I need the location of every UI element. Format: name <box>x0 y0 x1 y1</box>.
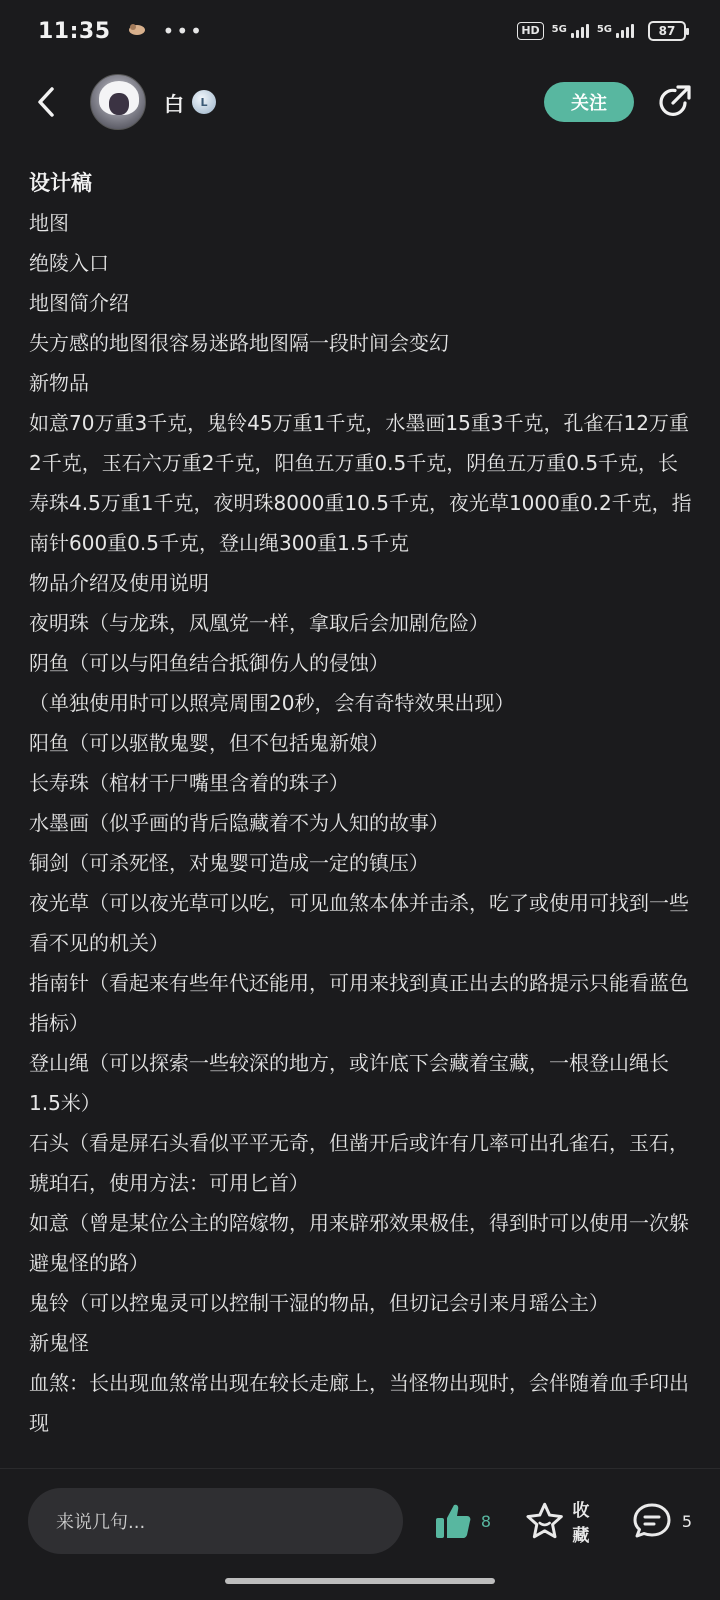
content-line: 阳鱼（可以驱散鬼婴，但不包括鬼新娘） <box>29 731 389 755</box>
username[interactable]: 白 <box>164 91 184 116</box>
content-line: 新鬼怪 <box>29 1331 89 1355</box>
comment-bubble-icon <box>632 1501 672 1541</box>
signal-icon-2 <box>597 24 634 38</box>
signal-icon <box>552 24 589 38</box>
post-content <box>29 163 697 1443</box>
content-line: 新物品 <box>29 371 89 395</box>
comment-count: 5 <box>681 1511 692 1531</box>
chevron-left-icon <box>34 85 58 119</box>
thumbs-up-icon <box>433 1501 473 1541</box>
content-line: 指南针（看起来有些年代还能用，可用来找到真正出去的路提示只能看蓝色指标） <box>29 971 689 1035</box>
divider <box>0 1468 720 1469</box>
status-bar <box>0 0 720 62</box>
content-line: 水墨画（似乎画的背后隐藏着不为人知的故事） <box>29 811 449 835</box>
content-line: 如意70万重3千克，鬼铃45万重1千克，水墨画15重3千克，孔雀石12万重2千克，玉石六万重2千克，阳鱼五万重0.5千克，阴鱼五万重0.5千克，长寿珠4.5万重1千克，夜明珠8000重10.5千克，夜光草1000重0.2千克，指南针600重0.5千克，登山绳300重1.5千克 <box>29 411 692 555</box>
content-line: （单独使用时可以照亮周围20秒，会有奇特效果出现） <box>29 691 515 715</box>
content-line: 石头（看是屏石头看似平平无奇，但凿开后或许有几率可出孔雀石，玉石，琥珀石，使用方法：可用匕首） <box>29 1131 689 1195</box>
battery-icon <box>648 21 686 41</box>
content-line: 夜明珠（与龙珠，凤凰党一样，拿取后会加剧危险） <box>29 611 489 635</box>
avatar[interactable] <box>90 74 146 130</box>
share-button[interactable] <box>654 82 694 122</box>
content-line: 物品介绍及使用说明 <box>29 571 209 595</box>
battery-level: 87 <box>658 24 676 38</box>
post-title: 设计稿 <box>29 171 92 195</box>
comments-button[interactable] <box>632 1501 692 1541</box>
follow-button[interactable]: 关注 <box>544 82 634 122</box>
post-header <box>0 62 720 142</box>
content-line: 如意（曾是某位公主的陪嫁物，用来辟邪效果极佳，得到时可以使用一次躲避鬼怪的路） <box>29 1211 689 1275</box>
content-line: 绝陵入口 <box>29 251 109 275</box>
hd-voice-icon: HD <box>517 22 543 40</box>
bottom-action-bar <box>0 1488 720 1554</box>
notification-icon <box>127 21 147 41</box>
status-indicators <box>517 21 686 41</box>
star-icon <box>525 1501 564 1541</box>
home-indicator[interactable] <box>225 1578 495 1584</box>
network-type-label: 5G <box>551 24 567 35</box>
more-notifications-indicator: ••• <box>162 19 204 43</box>
comment-input[interactable]: 来说几句... <box>28 1488 403 1554</box>
back-button[interactable] <box>28 77 64 127</box>
content-line: 地图简介绍 <box>29 291 129 315</box>
content-line: 铜剑（可杀死怪，对鬼婴可造成一定的镇压） <box>29 851 429 875</box>
favorite-button[interactable] <box>525 1496 606 1546</box>
content-line: 血煞：长出现血煞常出现在较长走廊上，当怪物出现时，会伴随着血手印出现 <box>29 1371 689 1435</box>
content-line: 登山绳（可以探索一些较深的地方，或许底下会藏着宝藏，一根登山绳长1.5米） <box>29 1051 669 1115</box>
favorite-label: 收藏 <box>572 1501 590 1546</box>
level-badge-icon: L <box>192 90 216 114</box>
content-line: 失方感的地图很容易迷路地图隔一段时间会变幻 <box>29 331 449 355</box>
like-button[interactable] <box>433 1501 491 1541</box>
content-line: 长寿珠（棺材干尸嘴里含着的珠子） <box>29 771 349 795</box>
share-icon <box>655 83 693 121</box>
like-count: 8 <box>480 1511 492 1531</box>
content-line: 地图 <box>29 211 69 235</box>
content-line: 夜光草（可以夜光草可以吃，可见血煞本体并击杀，吃了或使用可找到一些看不见的机关） <box>29 891 689 955</box>
content-line: 鬼铃（可以控鬼灵可以控制干湿的物品，但切记会引来月瑶公主） <box>29 1291 609 1315</box>
network-type-label-2: 5G <box>596 24 612 35</box>
content-line: 阴鱼（可以与阳鱼结合抵御伤人的侵蚀） <box>29 651 389 675</box>
status-time: 11:35 <box>38 18 111 44</box>
